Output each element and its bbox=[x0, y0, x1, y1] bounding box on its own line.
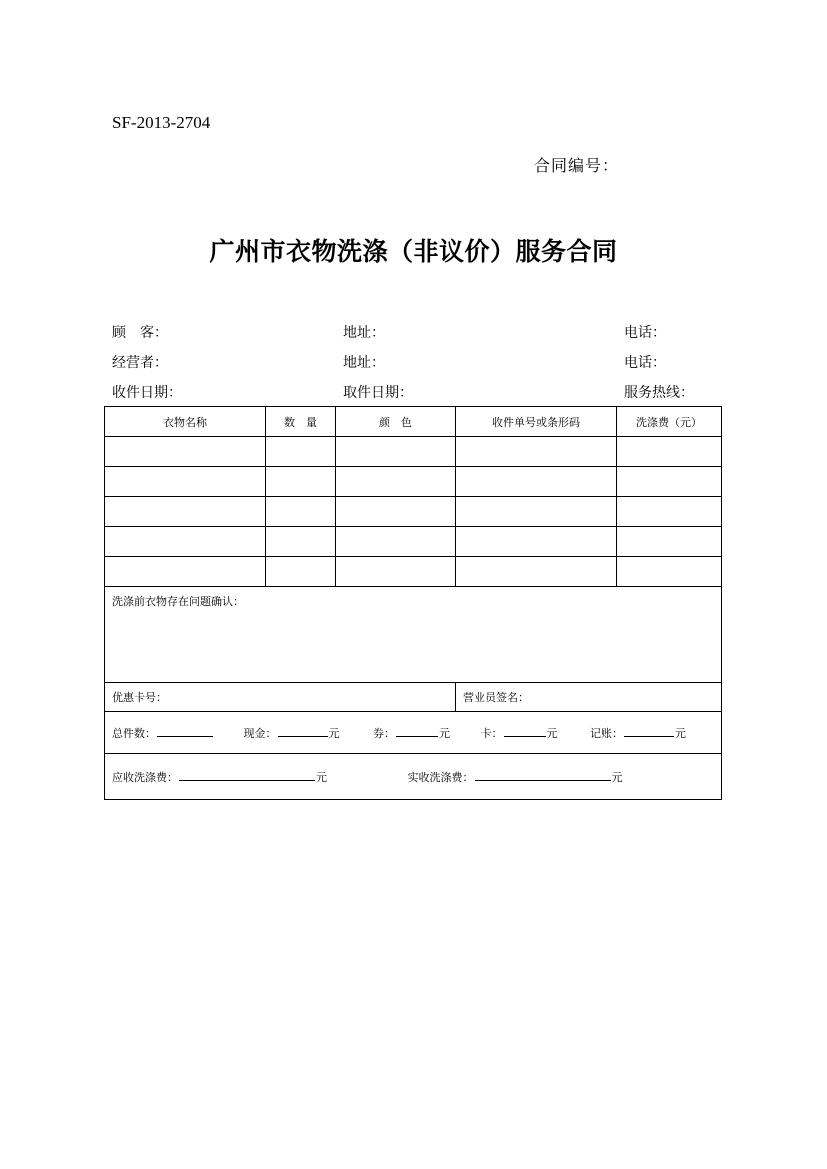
fee-summary-row bbox=[105, 754, 722, 800]
hotline-label: 服务热线： bbox=[624, 385, 694, 401]
table-cell[interactable] bbox=[456, 527, 617, 557]
cash-label: 现金： bbox=[243, 727, 277, 740]
payment-breakdown-cell bbox=[105, 712, 722, 754]
column-header: 颜 色 bbox=[336, 407, 456, 437]
laundry-items-table bbox=[104, 406, 722, 800]
discount-card-label: 优惠卡号： bbox=[112, 691, 167, 704]
operator-phone-label: 电话： bbox=[624, 355, 666, 371]
issue-confirmation-row bbox=[105, 587, 722, 683]
table-cell[interactable] bbox=[617, 497, 722, 527]
table-cell[interactable] bbox=[105, 437, 266, 467]
fee-due-blank[interactable] bbox=[179, 768, 315, 781]
coupon-blank[interactable] bbox=[396, 724, 438, 737]
fee-paid-field[interactable] bbox=[408, 768, 623, 785]
cash-field[interactable] bbox=[244, 724, 370, 741]
column-header: 洗涤费（元） bbox=[617, 407, 722, 437]
credit-blank[interactable] bbox=[624, 724, 674, 737]
table-cell[interactable] bbox=[105, 467, 266, 497]
fee-paid-unit: 元 bbox=[611, 771, 623, 784]
cash-blank[interactable] bbox=[278, 724, 328, 737]
column-header: 衣物名称 bbox=[105, 407, 266, 437]
credit-field[interactable] bbox=[590, 724, 686, 741]
column-header: 收件单号或条形码 bbox=[456, 407, 617, 437]
card-payment-label: 卡： bbox=[480, 727, 503, 740]
table-cell[interactable] bbox=[456, 497, 617, 527]
pickup-date-label: 取件日期： bbox=[343, 385, 413, 401]
table-header-row bbox=[105, 407, 722, 437]
table-cell[interactable] bbox=[266, 467, 336, 497]
table-cell[interactable] bbox=[266, 437, 336, 467]
column-header: 数 量 bbox=[266, 407, 336, 437]
fee-paid-label: 实收洗涤费： bbox=[407, 771, 474, 784]
card-payment-blank[interactable] bbox=[504, 724, 546, 737]
table-cell[interactable] bbox=[336, 557, 456, 587]
total-count-label: 总件数： bbox=[112, 727, 156, 740]
issue-confirmation-cell[interactable] bbox=[105, 587, 722, 683]
operator-label: 经营者： bbox=[112, 355, 168, 371]
page-title: 广州市衣物洗涤（非议价）服务合同 bbox=[209, 237, 618, 266]
total-count-blank[interactable] bbox=[157, 724, 213, 737]
table-cell[interactable] bbox=[456, 437, 617, 467]
table-cell[interactable] bbox=[617, 527, 722, 557]
discount-card-cell[interactable] bbox=[105, 683, 456, 712]
clerk-signature-cell[interactable] bbox=[456, 683, 722, 712]
card-payment-field[interactable] bbox=[481, 724, 587, 741]
credit-label: 记账： bbox=[590, 727, 623, 740]
receive-date-label: 收件日期： bbox=[112, 385, 182, 401]
contract-number-label: 合同编号： bbox=[534, 156, 620, 175]
table-row bbox=[105, 467, 722, 497]
table-row bbox=[105, 557, 722, 587]
cash-unit: 元 bbox=[328, 727, 340, 740]
table-cell[interactable] bbox=[266, 497, 336, 527]
table-cell[interactable] bbox=[105, 557, 266, 587]
total-count-field[interactable] bbox=[112, 724, 240, 741]
table-cell[interactable] bbox=[336, 437, 456, 467]
operator-address-label: 地址： bbox=[343, 355, 385, 371]
coupon-unit: 元 bbox=[439, 727, 450, 740]
table-cell[interactable] bbox=[336, 527, 456, 557]
coupon-field[interactable] bbox=[373, 724, 477, 741]
table-cell[interactable] bbox=[105, 527, 266, 557]
card-payment-unit: 元 bbox=[546, 727, 558, 740]
fee-paid-blank[interactable] bbox=[475, 768, 611, 781]
table-row bbox=[105, 497, 722, 527]
table-cell[interactable] bbox=[266, 557, 336, 587]
table-cell[interactable] bbox=[266, 527, 336, 557]
fee-due-field[interactable] bbox=[112, 768, 404, 785]
table-row bbox=[105, 527, 722, 557]
table-cell[interactable] bbox=[336, 467, 456, 497]
table-cell[interactable] bbox=[456, 467, 617, 497]
table-cell[interactable] bbox=[336, 497, 456, 527]
table-cell[interactable] bbox=[617, 437, 722, 467]
coupon-label: 券： bbox=[373, 727, 395, 740]
issue-confirmation-label: 洗涤前衣物存在问题确认： bbox=[112, 595, 244, 608]
document-code: SF-2013-2704 bbox=[112, 113, 211, 132]
table-row bbox=[105, 437, 722, 467]
customer-label: 顾 客： bbox=[112, 325, 168, 341]
card-signature-row bbox=[105, 683, 722, 712]
table-cell[interactable] bbox=[456, 557, 617, 587]
table-cell[interactable] bbox=[105, 497, 266, 527]
clerk-signature-label: 营业员签名： bbox=[463, 691, 529, 704]
fee-due-label: 应收洗涤费： bbox=[112, 771, 178, 784]
table-cell[interactable] bbox=[617, 557, 722, 587]
credit-unit: 元 bbox=[675, 727, 686, 740]
payment-breakdown-row bbox=[105, 712, 722, 754]
customer-address-label: 地址： bbox=[343, 325, 385, 341]
table-cell[interactable] bbox=[617, 467, 722, 497]
fee-summary-cell bbox=[105, 754, 722, 800]
fee-due-unit: 元 bbox=[316, 771, 327, 784]
customer-phone-label: 电话： bbox=[624, 325, 666, 341]
